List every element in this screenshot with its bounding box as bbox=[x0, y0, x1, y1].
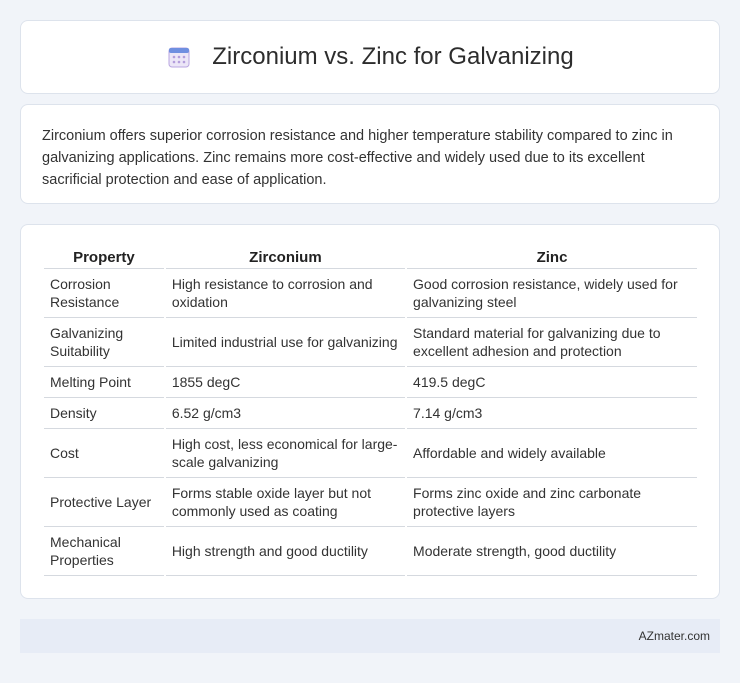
footer bbox=[20, 619, 720, 653]
zirconium-cell: Limited industrial use for galvanizing bbox=[166, 318, 405, 367]
property-cell: Mechanical Properties bbox=[44, 527, 164, 576]
table-row bbox=[44, 478, 697, 527]
property-cell: Density bbox=[44, 398, 164, 429]
zirconium-cell: Forms stable oxide layer but not commonly used as coating bbox=[166, 478, 405, 527]
zinc-cell: Standard material for galvanizing due to excellent adhesion and protection bbox=[407, 318, 697, 367]
zinc-cell: 7.14 g/cm3 bbox=[407, 398, 697, 429]
property-cell: Melting Point bbox=[44, 367, 164, 398]
comparison-table-card bbox=[20, 224, 720, 599]
header-zirconium: Zirconium bbox=[166, 245, 405, 269]
table-row bbox=[44, 269, 697, 318]
property-cell: Cost bbox=[44, 429, 164, 478]
zirconium-cell: High cost, less economical for large-scale galvanizing bbox=[166, 429, 405, 478]
page-title: Zirconium vs. Zinc for Galvanizing bbox=[212, 43, 574, 70]
table-row bbox=[44, 429, 697, 478]
table-row bbox=[44, 527, 697, 576]
table-row bbox=[44, 398, 697, 429]
comparison-table bbox=[42, 245, 699, 576]
intro-card bbox=[20, 104, 720, 204]
zirconium-cell: 6.52 g/cm3 bbox=[166, 398, 405, 429]
header-zinc: Zinc bbox=[407, 245, 697, 269]
header-property: Property bbox=[44, 245, 164, 269]
zirconium-cell: High strength and good ductility bbox=[166, 527, 405, 576]
property-cell: Galvanizing Suitability bbox=[44, 318, 164, 367]
zinc-cell: 419.5 degC bbox=[407, 367, 697, 398]
footer-brand: AZmater.com bbox=[638, 629, 710, 643]
zirconium-cell: 1855 degC bbox=[166, 367, 405, 398]
table-row bbox=[44, 318, 697, 367]
title-card bbox=[20, 20, 720, 94]
intro-text: Zirconium offers superior corrosion resistance and higher temperature stability compared to zinc in galvanizing applications. Zinc remains more cost-effective and widely used due to its excellent sacrificial protection and ease of application. bbox=[42, 128, 673, 188]
zirconium-cell: High resistance to corrosion and oxidation bbox=[166, 269, 405, 318]
calendar-icon bbox=[166, 44, 192, 70]
zinc-cell: Moderate strength, good ductility bbox=[407, 527, 697, 576]
table-header-row bbox=[44, 245, 697, 269]
zinc-cell: Forms zinc oxide and zinc carbonate protective layers bbox=[407, 478, 697, 527]
zinc-cell: Good corrosion resistance, widely used for galvanizing steel bbox=[407, 269, 697, 318]
property-cell: Protective Layer bbox=[44, 478, 164, 527]
zinc-cell: Affordable and widely available bbox=[407, 429, 697, 478]
table-row bbox=[44, 367, 697, 398]
property-cell: Corrosion Resistance bbox=[44, 269, 164, 318]
